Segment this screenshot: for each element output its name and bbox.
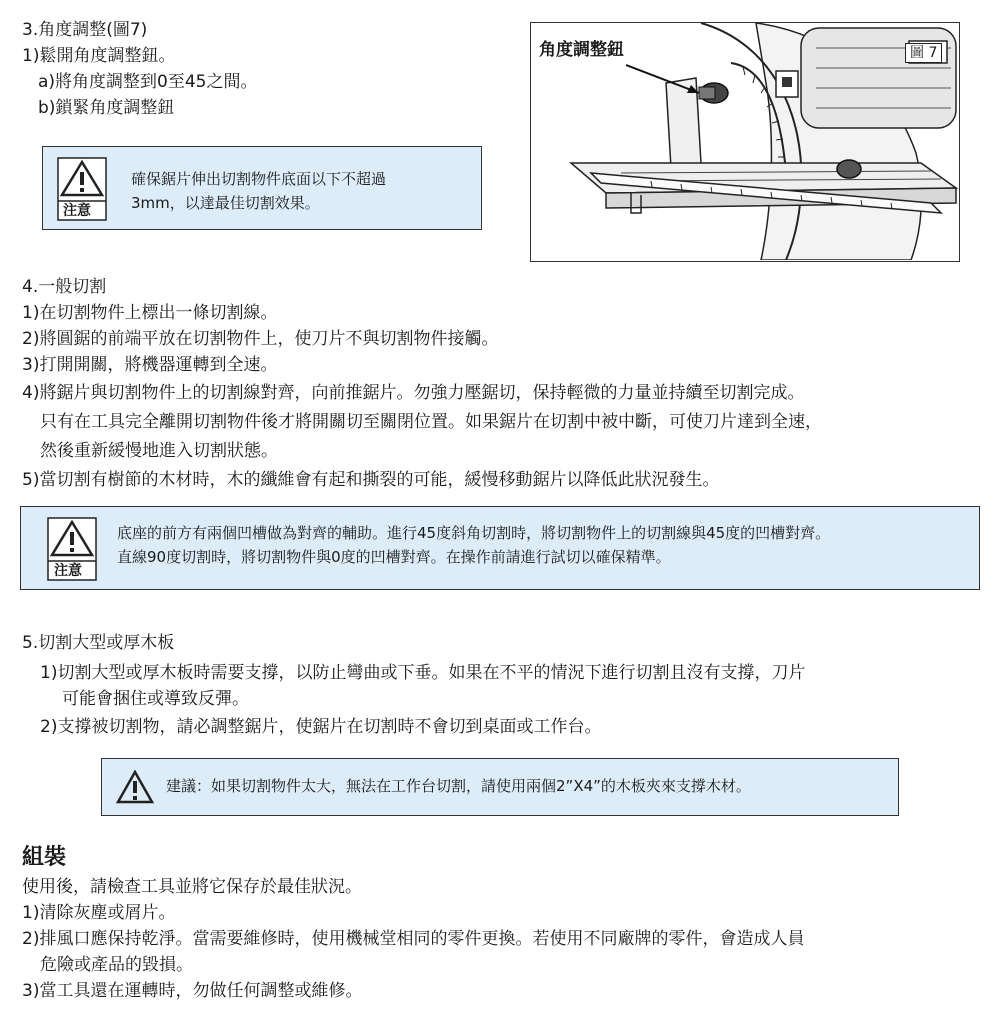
section4-step4-line2: 只有在工具完全離開切割物件後才將開關切至關閉位置。如果鋸片在切割中被中斷，可使刀片達到全速，: [40, 412, 822, 432]
figure-callout: 角度調整鈕: [539, 40, 624, 60]
section3-title: 3.角度調整(圖7): [22, 20, 148, 40]
suggestion-text: 建議：如果切割物件太大，無法在工作台切割，請使用兩個2”X4”的木板夾來支撐木材。: [166, 777, 751, 795]
assembly-step2-line2: 危險或產品的毀損。: [40, 955, 193, 975]
assembly-step3: 3)當工具還在運轉時，勿做任何調整或維修。: [22, 981, 363, 1001]
caution-text-line2: 直線90度切割時，將切割物件與0度的凹槽對齊。在操作前請進行試切以確保精準。: [117, 548, 671, 566]
figure-7: [530, 22, 960, 262]
caution-box-section3: [42, 146, 482, 230]
section4-step3: 3)打開開關，將機器運轉到全速。: [22, 355, 278, 375]
section3-step1a: a)將角度調整到0至45之間。: [38, 72, 258, 92]
caution-label: 注意: [63, 203, 91, 219]
figure-label: 圖 7: [905, 43, 942, 63]
caution-text-line1: 確保鋸片伸出切割物件底面以下不超過: [131, 170, 387, 188]
section4-step4-line3: 然後重新緩慢地進入切割狀態。: [40, 441, 278, 461]
section5-step2: 2)支撐被切割物，請必調整鋸片，使鋸片在切割時不會切到桌面或工作台。: [40, 717, 602, 737]
warning-triangle-icon: [116, 770, 154, 804]
section4-step5: 5)當切割有樹節的木材時，木的纖維會有起和撕裂的可能，緩慢移動鋸片以降低此狀況發生。: [22, 470, 720, 490]
section4-step1: 1)在切割物件上標出一條切割線。: [22, 303, 278, 323]
section4-title: 4.一般切割: [22, 277, 107, 297]
section5-title: 5.切割大型或厚木板: [22, 633, 175, 653]
caution-text-line1: 底座的前方有兩個凹槽做為對齊的輔助。進行45度斜角切割時，將切割物件上的切割線與45度的凹槽對齊。: [117, 524, 831, 542]
section5-step1-line2: 可能會捆住或導致反彈。: [62, 689, 249, 709]
suggestion-box: [101, 758, 899, 816]
assembly-step2-line1: 2)排風口應保持乾淨。當需要維修時，使用機械堂相同的零件更換。若使用不同廠牌的零件，會造成人員: [22, 929, 805, 949]
section4-step4-line1: 4)將鋸片與切割物件上的切割線對齊，向前推鋸片。勿強力壓鋸切，保持輕微的力量並持續至切割完成。: [22, 383, 805, 403]
section3-step1: 1)鬆開角度調整鈕。: [22, 46, 176, 66]
caution-text-line2: 3mm，以達最佳切割效果。: [131, 194, 320, 212]
section3-step1b: b)鎖緊角度調整鈕: [38, 98, 175, 118]
caution-box-section4: [20, 506, 980, 590]
caution-label: 注意: [54, 563, 82, 579]
assembly-step1: 1)清除灰塵或屑片。: [22, 903, 176, 923]
section4-step2: 2)將圓鋸的前端平放在切割物件上，使刀片不與切割物件接觸。: [22, 329, 499, 349]
assembly-intro: 使用後，請檢查工具並將它保存於最佳狀況。: [22, 877, 362, 897]
assembly-title: 組裝: [22, 845, 67, 870]
section5-step1-line1: 1)切割大型或厚木板時需要支撐，以防止彎曲或下垂。如果在不平的情況下進行切割且沒有支撐，刀片: [40, 663, 806, 683]
